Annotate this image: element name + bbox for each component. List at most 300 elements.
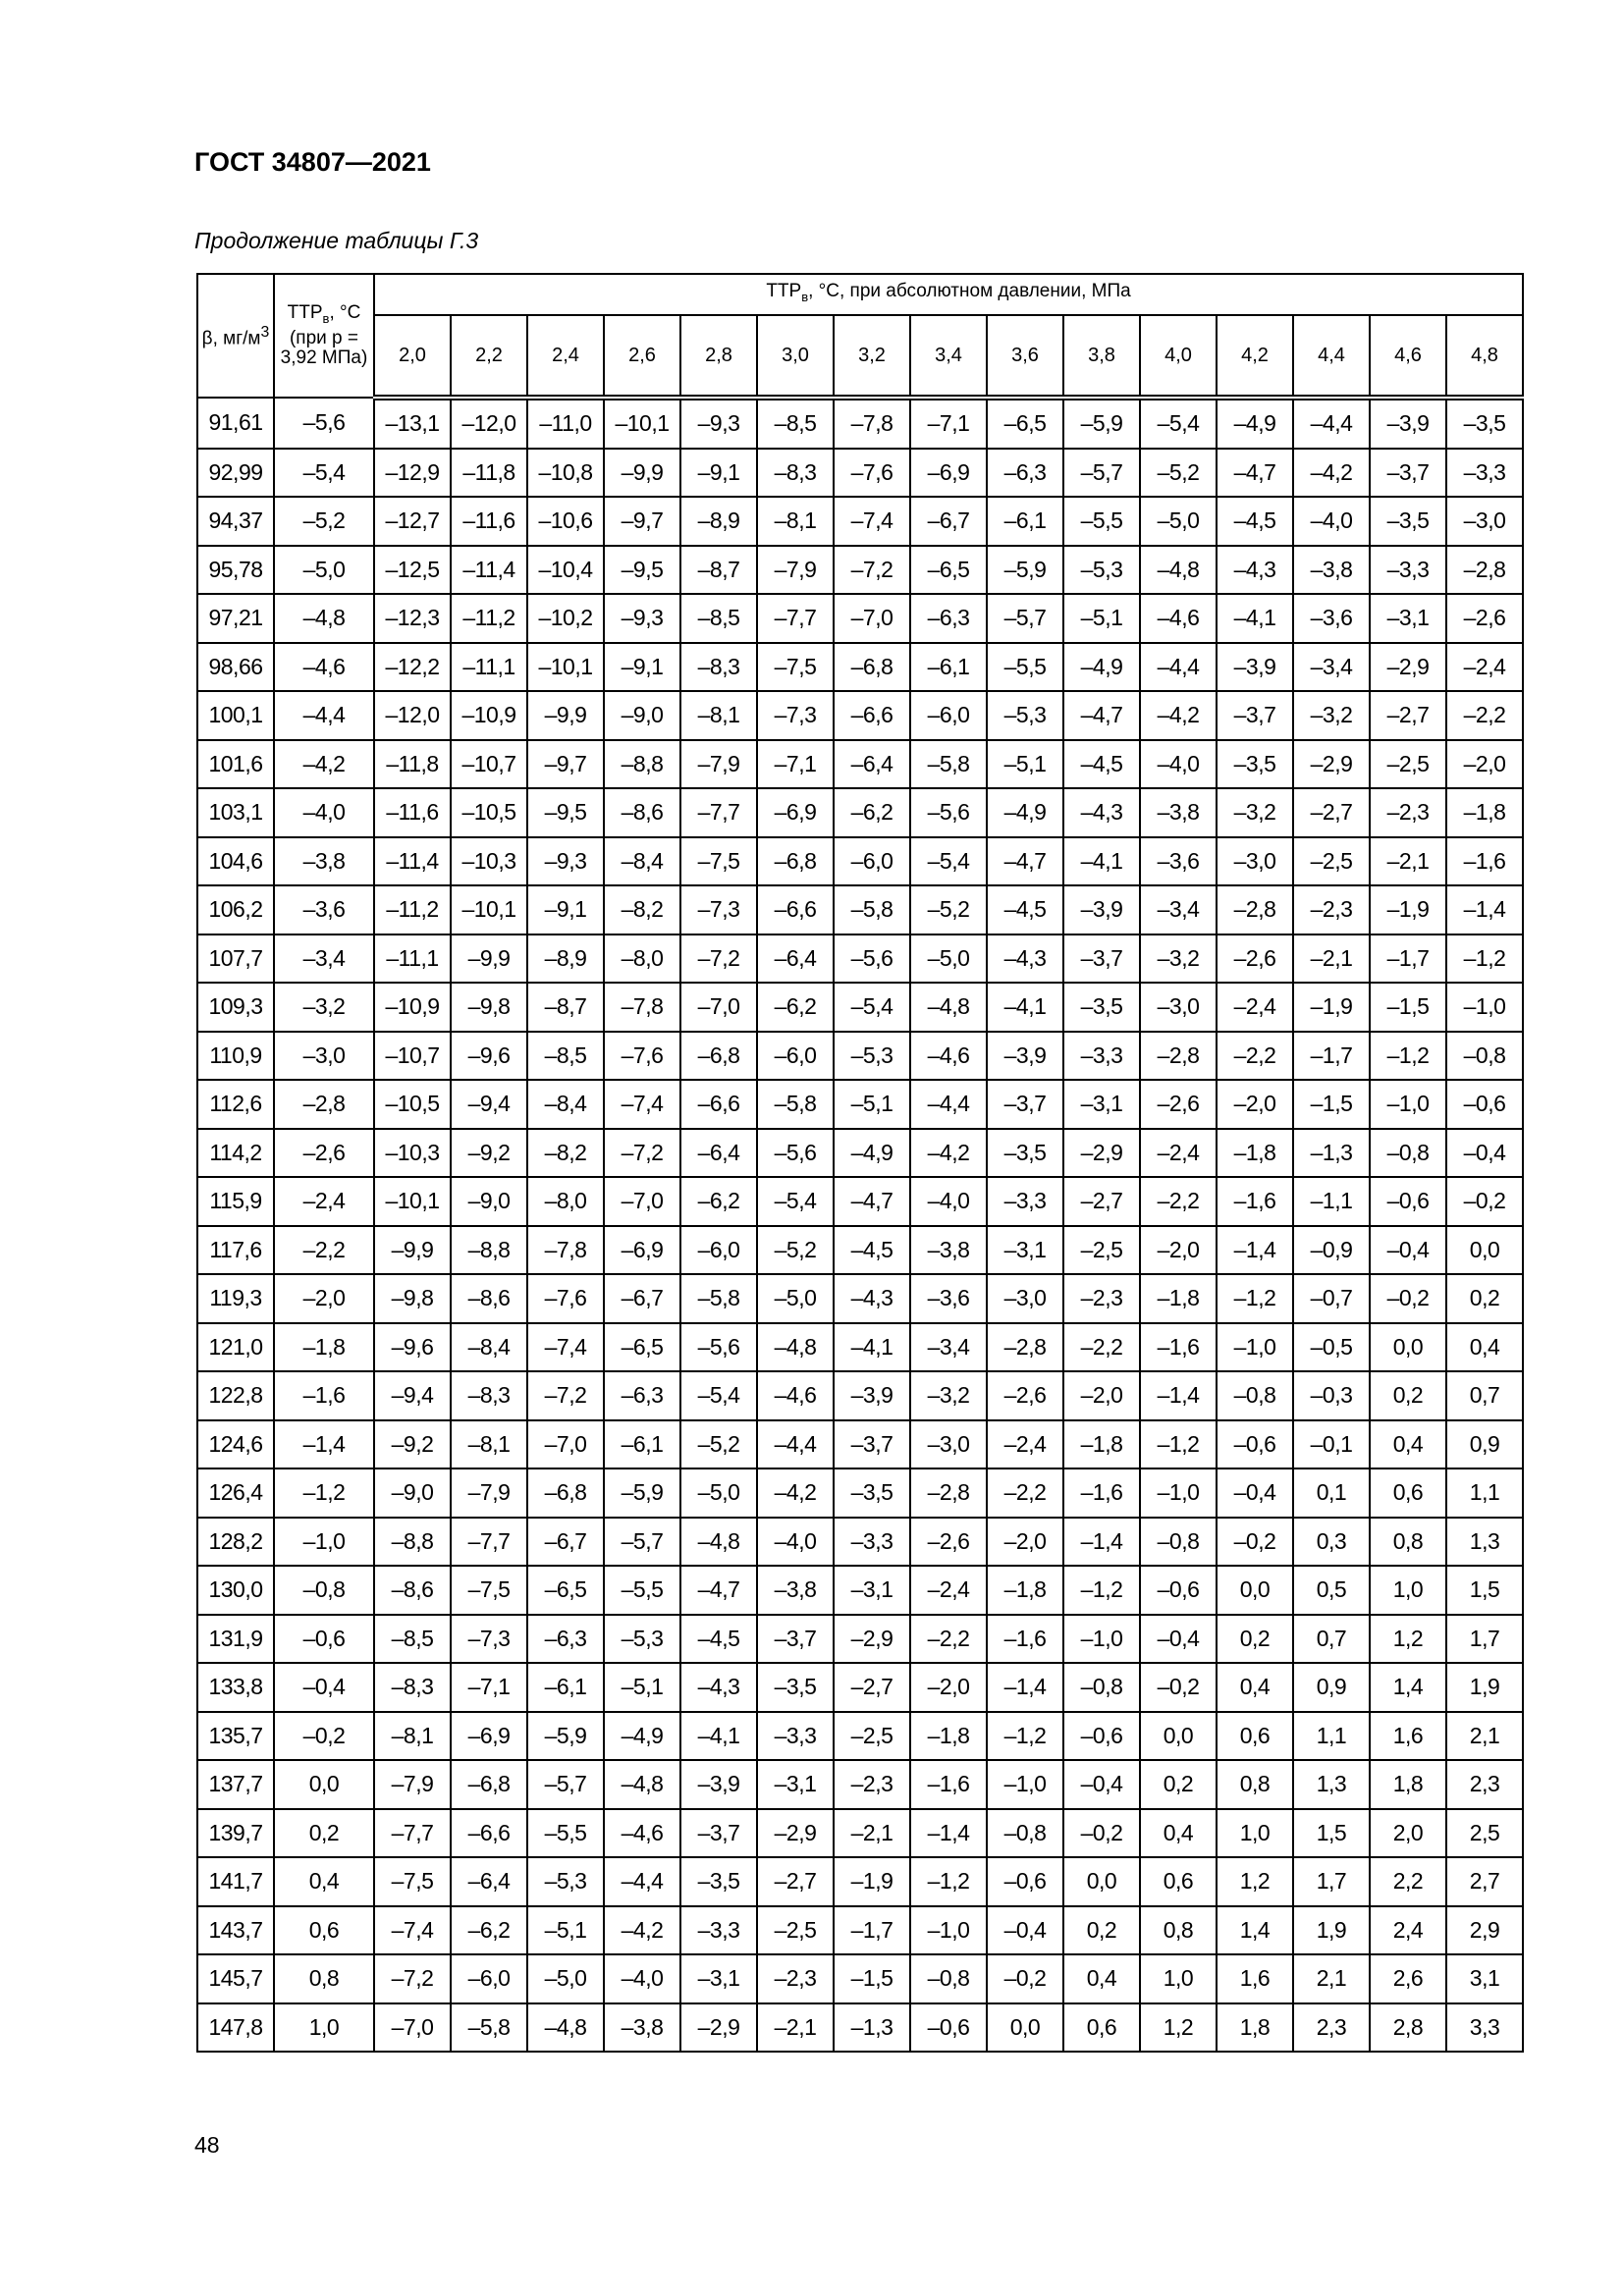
pressure-header: 4,6 (1370, 315, 1446, 398)
ttr-cell: –3,9 (987, 1032, 1063, 1081)
ttr-cell: –4,0 (604, 1954, 680, 2003)
ttr-cell: –4,7 (1217, 449, 1293, 498)
data-table (196, 273, 1524, 2053)
ttr-cell: –5,4 (757, 1177, 834, 1226)
beta-cell: 122,8 (197, 1371, 274, 1420)
ttr-cell: 3,3 (1446, 2003, 1523, 2053)
table-row (197, 1468, 1523, 1518)
ttr-cell: –6,5 (604, 1323, 680, 1372)
ttr-392-cell: –3,4 (274, 934, 374, 984)
ttr-cell: 1,1 (1446, 1468, 1523, 1518)
ttr-cell: –8,7 (680, 546, 757, 595)
ttr-cell: –10,5 (374, 1080, 451, 1129)
ttr-cell: –1,6 (1217, 1177, 1293, 1226)
ttr-cell: –5,4 (1140, 398, 1217, 449)
ttr-cell: –3,8 (1140, 788, 1217, 837)
ttr-cell: –12,3 (374, 594, 451, 643)
ttr-cell: –7,4 (834, 497, 910, 546)
ttr-cell: –7,5 (374, 1857, 451, 1906)
ttr-cell: –6,6 (451, 1809, 527, 1858)
ttr-cell: –7,0 (680, 983, 757, 1032)
ttr-392-cell: –1,2 (274, 1468, 374, 1518)
ttr-cell: 0,8 (1370, 1518, 1446, 1567)
beta-cell: 97,21 (197, 594, 274, 643)
ttr-cell: –7,8 (604, 983, 680, 1032)
ttr-cell: –7,9 (451, 1468, 527, 1518)
ttr-cell: –7,3 (680, 885, 757, 934)
ttr-392-cell: 0,0 (274, 1760, 374, 1809)
ttr-cell: –9,3 (527, 837, 604, 886)
ttr-cell: –6,6 (757, 885, 834, 934)
ttr-cell: 1,0 (1140, 1954, 1217, 2003)
ttr-cell: –3,8 (757, 1566, 834, 1615)
ttr-cell: –5,8 (451, 2003, 527, 2053)
ttr-cell: –7,8 (527, 1226, 604, 1275)
ttr-cell: –2,2 (1446, 691, 1523, 740)
header-pressure-group: $ТТР_в$, °C, при абсолютном давлении, МПа (374, 274, 1523, 315)
ttr-cell: –11,6 (374, 788, 451, 837)
ttr-cell: –8,6 (451, 1274, 527, 1323)
ttr-cell: –3,3 (1370, 546, 1446, 595)
ttr-392-cell: –5,2 (274, 497, 374, 546)
ttr-cell: –4,0 (910, 1177, 987, 1226)
ttr-cell: –4,1 (1217, 594, 1293, 643)
ttr-cell: –8,3 (757, 449, 834, 498)
ttr-cell: –1,0 (910, 1906, 987, 1955)
ttr-cell: 2,4 (1370, 1906, 1446, 1955)
ttr-cell: –5,2 (1140, 449, 1217, 498)
header-ttr-392: $ТТР_в$, °C (при p = 3,92 МПа) (274, 274, 374, 398)
ttr-cell: –10,1 (527, 643, 604, 692)
ttr-cell: –11,6 (451, 497, 527, 546)
ttr-cell: –7,0 (374, 2003, 451, 2053)
ttr-cell: –4,1 (1063, 837, 1140, 886)
beta-cell: 94,37 (197, 497, 274, 546)
ttr-cell: –6,0 (910, 691, 987, 740)
ttr-cell: –2,8 (1217, 885, 1293, 934)
ttr-cell: –10,1 (451, 885, 527, 934)
ttr-cell: –6,6 (680, 1080, 757, 1129)
ttr-cell: –9,6 (451, 1032, 527, 1081)
ttr-cell: –0,4 (987, 1906, 1063, 1955)
ttr-cell: –2,7 (1370, 691, 1446, 740)
beta-cell: 126,4 (197, 1468, 274, 1518)
ttr-cell: –4,9 (987, 788, 1063, 837)
ttr-cell: –8,4 (527, 1080, 604, 1129)
ttr-cell: –5,4 (680, 1371, 757, 1420)
ttr-cell: –2,5 (834, 1712, 910, 1761)
ttr-cell: –3,0 (1446, 497, 1523, 546)
ttr-cell: –7,2 (604, 1129, 680, 1178)
ttr-cell: –7,0 (527, 1420, 604, 1469)
ttr-cell: –1,9 (1293, 983, 1370, 1032)
pressure-header: 3,2 (834, 315, 910, 398)
ttr-cell: –8,5 (680, 594, 757, 643)
ttr-cell: –13,1 (374, 398, 451, 449)
ttr-392-cell: –2,2 (274, 1226, 374, 1275)
ttr-cell: –9,0 (604, 691, 680, 740)
ttr-cell: –1,2 (1140, 1420, 1217, 1469)
ttr-cell: –12,0 (451, 398, 527, 449)
ttr-cell: –3,7 (1217, 691, 1293, 740)
page-number: 48 (194, 2132, 220, 2158)
table-row (197, 1129, 1523, 1178)
pressure-header: 4,4 (1293, 315, 1370, 398)
ttr-cell: –5,9 (987, 546, 1063, 595)
ttr-cell: –6,8 (834, 643, 910, 692)
ttr-cell: –9,9 (604, 449, 680, 498)
table-row (197, 1177, 1523, 1226)
ttr-cell: 0,8 (1140, 1906, 1217, 1955)
ttr-392-cell: –2,4 (274, 1177, 374, 1226)
ttr-cell: –4,2 (604, 1906, 680, 1955)
ttr-cell: 1,0 (1370, 1566, 1446, 1615)
ttr-cell: –1,8 (1446, 788, 1523, 837)
ttr-cell: –4,3 (680, 1663, 757, 1712)
ttr-cell: 0,6 (1217, 1712, 1293, 1761)
ttr-cell: –2,3 (1063, 1274, 1140, 1323)
ttr-cell: –0,2 (1063, 1809, 1140, 1858)
ttr-cell: 3,1 (1446, 1954, 1523, 2003)
ttr-cell: –0,6 (910, 2003, 987, 2053)
ttr-cell: –3,1 (987, 1226, 1063, 1275)
beta-cell: 145,7 (197, 1954, 274, 2003)
ttr-cell: –8,0 (604, 934, 680, 984)
ttr-392-cell: –0,4 (274, 1663, 374, 1712)
ttr-cell: 0,0 (1370, 1323, 1446, 1372)
ttr-cell: 1,8 (1217, 2003, 1293, 2053)
ttr-cell: –7,9 (374, 1760, 451, 1809)
ttr-cell: –7,1 (451, 1663, 527, 1712)
ttr-cell: –4,5 (834, 1226, 910, 1275)
ttr-cell: –2,9 (757, 1809, 834, 1858)
ttr-cell: –8,3 (680, 643, 757, 692)
ttr-cell: –7,5 (451, 1566, 527, 1615)
ttr-cell: –6,0 (451, 1954, 527, 2003)
ttr-cell: –3,0 (1217, 837, 1293, 886)
ttr-cell: 1,8 (1370, 1760, 1446, 1809)
table-row (197, 1371, 1523, 1420)
ttr-cell: –5,9 (604, 1468, 680, 1518)
ttr-cell: 2,5 (1446, 1809, 1523, 1858)
ttr-cell: –3,1 (1063, 1080, 1140, 1129)
ttr-cell: –1,2 (987, 1712, 1063, 1761)
table-row (197, 1080, 1523, 1129)
ttr-cell: –8,1 (757, 497, 834, 546)
ttr-cell: –7,6 (834, 449, 910, 498)
ttr-cell: –9,6 (374, 1323, 451, 1372)
ttr-cell: –1,3 (834, 2003, 910, 2053)
ttr-cell: –4,0 (1140, 740, 1217, 789)
ttr-cell: –5,6 (680, 1323, 757, 1372)
ttr-cell: –6,3 (527, 1615, 604, 1664)
ttr-cell: –5,2 (680, 1420, 757, 1469)
ttr-cell: –3,2 (910, 1371, 987, 1420)
ttr-cell: 1,6 (1217, 1954, 1293, 2003)
ttr-cell: –1,0 (1217, 1323, 1293, 1372)
ttr-cell: –0,2 (1446, 1177, 1523, 1226)
ttr-cell: –2,8 (987, 1323, 1063, 1372)
ttr-cell: –2,7 (757, 1857, 834, 1906)
ttr-cell: –3,5 (1446, 398, 1523, 449)
ttr-392-cell: –1,8 (274, 1323, 374, 1372)
ttr-cell: –2,2 (1140, 1177, 1217, 1226)
ttr-cell: 1,9 (1293, 1906, 1370, 1955)
ttr-cell: –11,8 (374, 740, 451, 789)
beta-cell: 106,2 (197, 885, 274, 934)
ttr-cell: 2,1 (1293, 1954, 1370, 2003)
ttr-cell: –9,2 (451, 1129, 527, 1178)
ttr-cell: –8,8 (374, 1518, 451, 1567)
ttr-cell: –2,2 (987, 1468, 1063, 1518)
ttr-cell: –0,4 (1063, 1760, 1140, 1809)
table-row (197, 885, 1523, 934)
ttr-cell: –1,8 (1217, 1129, 1293, 1178)
ttr-cell: –1,6 (910, 1760, 987, 1809)
ttr-cell: 0,2 (1217, 1615, 1293, 1664)
ttr-cell: –7,8 (834, 398, 910, 449)
ttr-cell: –2,3 (757, 1954, 834, 2003)
ttr-cell: –9,0 (451, 1177, 527, 1226)
ttr-cell: –10,5 (451, 788, 527, 837)
ttr-cell: –5,8 (834, 885, 910, 934)
ttr-cell: –9,0 (374, 1468, 451, 1518)
ttr-cell: –6,2 (451, 1906, 527, 1955)
ttr-cell: –11,2 (374, 885, 451, 934)
ttr-cell: –2,9 (1063, 1129, 1140, 1178)
ttr-cell: –3,9 (834, 1371, 910, 1420)
ttr-cell: –4,6 (910, 1032, 987, 1081)
ttr-392-cell: –4,6 (274, 643, 374, 692)
ttr-cell: –8,5 (374, 1615, 451, 1664)
pressure-header: 2,0 (374, 315, 451, 398)
ttr-cell: –4,2 (757, 1468, 834, 1518)
ttr-cell: 2,7 (1446, 1857, 1523, 1906)
ttr-cell: –7,3 (757, 691, 834, 740)
ttr-cell: –7,0 (834, 594, 910, 643)
ttr-cell: –3,2 (1293, 691, 1370, 740)
ttr-cell: –9,4 (451, 1080, 527, 1129)
ttr-cell: –6,8 (451, 1760, 527, 1809)
ttr-cell: –6,8 (680, 1032, 757, 1081)
ttr-cell: –8,8 (451, 1226, 527, 1275)
ttr-cell: –2,4 (910, 1566, 987, 1615)
ttr-cell: –3,2 (1217, 788, 1293, 837)
ttr-cell: –4,9 (1217, 398, 1293, 449)
ttr-392-cell: –3,6 (274, 885, 374, 934)
ttr-cell: –10,7 (451, 740, 527, 789)
ttr-cell: –0,2 (1140, 1663, 1217, 1712)
ttr-cell: –3,5 (1370, 497, 1446, 546)
ttr-cell: –2,4 (987, 1420, 1063, 1469)
ttr-cell: –11,1 (374, 934, 451, 984)
ttr-cell: –11,2 (451, 594, 527, 643)
ttr-cell: –2,7 (834, 1663, 910, 1712)
ttr-cell: 0,4 (1370, 1420, 1446, 1469)
ttr-392-cell: 1,0 (274, 2003, 374, 2053)
ttr-392-cell: –2,0 (274, 1274, 374, 1323)
table-row (197, 691, 1523, 740)
ttr-cell: 0,0 (1063, 1857, 1140, 1906)
ttr-cell: –5,1 (1063, 594, 1140, 643)
ttr-392-cell: 0,2 (274, 1809, 374, 1858)
ttr-cell: –3,1 (680, 1954, 757, 2003)
ttr-cell: –1,6 (987, 1615, 1063, 1664)
ttr-cell: –3,5 (834, 1468, 910, 1518)
ttr-cell: –7,7 (757, 594, 834, 643)
ttr-cell: –5,8 (680, 1274, 757, 1323)
ttr-cell: –8,0 (527, 1177, 604, 1226)
ttr-cell: –10,1 (604, 398, 680, 449)
ttr-cell: –2,8 (910, 1468, 987, 1518)
ttr-cell: –1,7 (1293, 1032, 1370, 1081)
ttr-cell: –4,7 (680, 1566, 757, 1615)
ttr-cell: –6,8 (757, 837, 834, 886)
ttr-cell: –5,3 (527, 1857, 604, 1906)
ttr-cell: –7,2 (834, 546, 910, 595)
ttr-cell: 2,3 (1446, 1760, 1523, 1809)
ttr-cell: –9,8 (374, 1274, 451, 1323)
ttr-392-cell: –4,0 (274, 788, 374, 837)
ttr-cell: –8,5 (757, 398, 834, 449)
ttr-cell: –0,4 (1140, 1615, 1217, 1664)
ttr-cell: –2,1 (1293, 934, 1370, 984)
table-row (197, 449, 1523, 498)
ttr-cell: 1,3 (1446, 1518, 1523, 1567)
ttr-cell: –2,3 (1370, 788, 1446, 837)
ttr-cell: –2,0 (1217, 1080, 1293, 1129)
ttr-cell: –4,5 (1217, 497, 1293, 546)
ttr-cell: 0,1 (1293, 1468, 1370, 1518)
ttr-cell: –0,6 (1140, 1566, 1217, 1615)
ttr-cell: –4,3 (987, 934, 1063, 984)
ttr-cell: –1,2 (910, 1857, 987, 1906)
ttr-cell: –3,1 (1370, 594, 1446, 643)
ttr-cell: –0,3 (1293, 1371, 1370, 1420)
ttr-cell: –2,8 (1140, 1032, 1217, 1081)
ttr-cell: –2,4 (1140, 1129, 1217, 1178)
ttr-cell: –2,1 (757, 2003, 834, 2053)
table-row (197, 1760, 1523, 1809)
ttr-cell: –0,6 (1446, 1080, 1523, 1129)
ttr-cell: –3,8 (1293, 546, 1370, 595)
ttr-cell: –2,7 (1063, 1177, 1140, 1226)
ttr-cell: –6,5 (987, 398, 1063, 449)
ttr-cell: –2,0 (1140, 1226, 1217, 1275)
ttr-cell: –2,3 (834, 1760, 910, 1809)
ttr-cell: –3,1 (757, 1760, 834, 1809)
ttr-cell: –0,2 (1370, 1274, 1446, 1323)
ttr-cell: –1,3 (1293, 1129, 1370, 1178)
ttr-cell: –2,9 (834, 1615, 910, 1664)
beta-cell: 114,2 (197, 1129, 274, 1178)
table-row (197, 983, 1523, 1032)
ttr-cell: –3,7 (757, 1615, 834, 1664)
ttr-cell: –1,2 (1063, 1566, 1140, 1615)
table-row (197, 1274, 1523, 1323)
ttr-cell: –5,1 (987, 740, 1063, 789)
ttr-cell: –3,9 (1217, 643, 1293, 692)
table-row (197, 837, 1523, 886)
ttr-cell: –2,3 (1293, 885, 1370, 934)
ttr-cell: –6,4 (451, 1857, 527, 1906)
ttr-cell: –2,8 (1446, 546, 1523, 595)
beta-cell: 115,9 (197, 1177, 274, 1226)
ttr-cell: –4,6 (1140, 594, 1217, 643)
ttr-cell: –3,5 (680, 1857, 757, 1906)
ttr-cell: 0,8 (1217, 1760, 1293, 1809)
ttr-392-cell: 0,6 (274, 1906, 374, 1955)
ttr-cell: –3,7 (1063, 934, 1140, 984)
ttr-cell: –7,4 (604, 1080, 680, 1129)
ttr-cell: –6,2 (834, 788, 910, 837)
ttr-cell: –2,5 (757, 1906, 834, 1955)
beta-cell: 109,3 (197, 983, 274, 1032)
ttr-cell: –1,4 (1217, 1226, 1293, 1275)
ttr-cell: 1,2 (1370, 1615, 1446, 1664)
ttr-cell: –8,7 (527, 983, 604, 1032)
ttr-cell: –10,2 (527, 594, 604, 643)
beta-cell: 143,7 (197, 1906, 274, 1955)
ttr-cell: –4,9 (834, 1129, 910, 1178)
ttr-392-cell: –0,2 (274, 1712, 374, 1761)
ttr-cell: –4,8 (1140, 546, 1217, 595)
ttr-cell: –4,1 (680, 1712, 757, 1761)
pressure-header: 3,4 (910, 315, 987, 398)
ttr-cell: –9,4 (374, 1371, 451, 1420)
ttr-cell: –5,3 (604, 1615, 680, 1664)
ttr-cell: –6,4 (834, 740, 910, 789)
ttr-cell: 0,3 (1293, 1518, 1370, 1567)
table-row (197, 643, 1523, 692)
ttr-cell: –1,4 (987, 1663, 1063, 1712)
table-row (197, 740, 1523, 789)
beta-cell: 95,78 (197, 546, 274, 595)
ttr-cell: –7,4 (527, 1323, 604, 1372)
ttr-cell: –2,0 (910, 1663, 987, 1712)
ttr-cell: –1,0 (1063, 1615, 1140, 1664)
ttr-cell: 0,2 (1446, 1274, 1523, 1323)
ttr-cell: –4,6 (757, 1371, 834, 1420)
ttr-cell: –5,7 (604, 1518, 680, 1567)
ttr-392-cell: –4,8 (274, 594, 374, 643)
beta-cell: 100,1 (197, 691, 274, 740)
ttr-cell: –2,0 (1446, 740, 1523, 789)
ttr-cell: –9,1 (680, 449, 757, 498)
ttr-cell: –6,2 (757, 983, 834, 1032)
ttr-cell: –3,6 (910, 1274, 987, 1323)
ttr-cell: 2,8 (1370, 2003, 1446, 2053)
ttr-cell: –1,0 (1370, 1080, 1446, 1129)
ttr-cell: –5,7 (527, 1760, 604, 1809)
ttr-cell: –2,2 (1063, 1323, 1140, 1372)
ttr-cell: –7,2 (680, 934, 757, 984)
ttr-cell: –0,7 (1293, 1274, 1370, 1323)
ttr-cell: –7,7 (374, 1809, 451, 1858)
beta-cell: 131,9 (197, 1615, 274, 1664)
ttr-cell: 1,1 (1293, 1712, 1370, 1761)
ttr-cell: –5,9 (1063, 398, 1140, 449)
ttr-cell: 0,6 (1140, 1857, 1217, 1906)
ttr-cell: –3,3 (987, 1177, 1063, 1226)
ttr-cell: –6,3 (910, 594, 987, 643)
ttr-cell: –4,6 (604, 1809, 680, 1858)
ttr-cell: –5,5 (987, 643, 1063, 692)
ttr-cell: –0,8 (910, 1954, 987, 2003)
ttr-cell: –3,3 (1063, 1032, 1140, 1081)
ttr-cell: 2,1 (1446, 1712, 1523, 1761)
table-row (197, 1420, 1523, 1469)
